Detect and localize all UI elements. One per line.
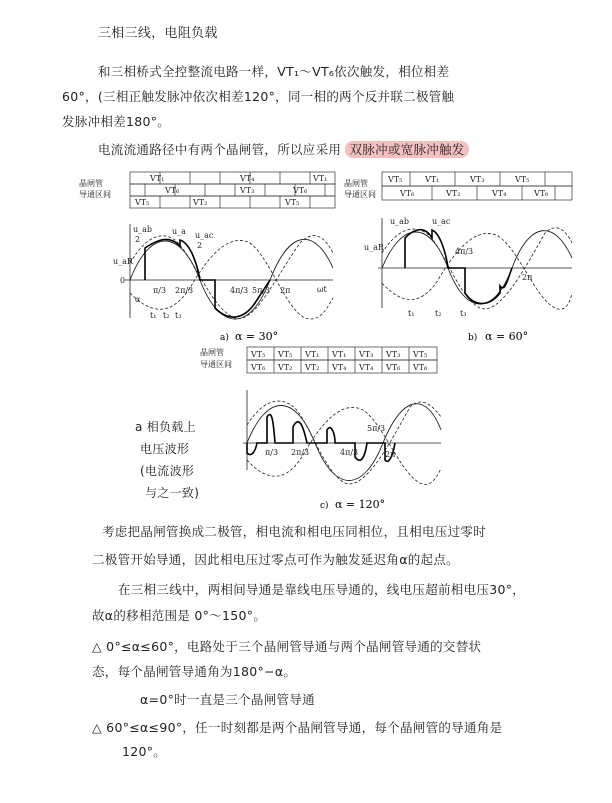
- diagram-c-tick-1: 2π/3: [291, 448, 310, 457]
- diagram-c-vt-r1-5: VT₃: [386, 350, 401, 359]
- diagram-c-uac-wave: [247, 407, 441, 484]
- diagram-c-vt-r1-2: VT₁: [305, 350, 320, 359]
- current-path-line: [98, 140, 469, 158]
- diagram-c-vt-r1-4: VT₃: [359, 350, 374, 359]
- body-line-5: △ 0°≤α≤60°，电路处于三个晶闸管导通与两个晶闸管导通的交替状: [92, 639, 482, 654]
- diagram-a-tick-2: 4π/3: [230, 286, 249, 295]
- diagram-c-vt-r2-0: VT₆: [251, 363, 266, 372]
- diagram-b-tick-1: 2π: [522, 273, 533, 282]
- diagram-a-uar-label: u_aR: [113, 257, 133, 266]
- diagram-a-uac-den: 2: [197, 241, 203, 250]
- diagram-a-uab-den: 2: [135, 235, 141, 244]
- diagram-c-tick-2: 4π/3: [340, 448, 359, 457]
- diagram-a-uac-label: u_ac: [195, 231, 214, 240]
- current-path-highlight: 双脉冲或宽脉冲触发: [345, 141, 468, 158]
- diagram-b-vt-r2-1: VT₂: [446, 189, 461, 198]
- side-note-line-2: 电压波形: [140, 442, 190, 456]
- diagram-b-row-label-1: 晶闸管: [344, 179, 368, 188]
- current-path-prefix: 电流流通路径中有两个晶闸管，所以应采用: [98, 142, 342, 157]
- diagram-b: [340, 168, 575, 348]
- diagram-a-vt-r1-1: VT₄: [240, 174, 255, 183]
- diagram-a-vt-r1-0: VT₁: [150, 174, 165, 183]
- diagram-a-output-wave: [145, 239, 270, 317]
- diagram-b-vt-r1-0: VT₅: [388, 175, 403, 184]
- diagram-a-vt-r2-1: VT₃: [240, 186, 255, 195]
- diagram-a-t3: t₃: [175, 311, 182, 320]
- diagram-c-vt-r2-4: VT₄: [359, 363, 374, 372]
- diagram-a-vt-r3-2: VT₅: [285, 198, 300, 207]
- page-title: 三相三线，电阻负载: [98, 26, 218, 41]
- diagram-b-t2: t₂: [435, 309, 442, 318]
- diagram-b-ua-wave: [382, 231, 572, 304]
- diagram-b-vt-r1-2: VT₃: [470, 175, 485, 184]
- side-note-line-3: (电流波形: [140, 464, 195, 478]
- body-line-2: 二极管开始导通，因此相电压过零点可作为触发延迟角α的起点。: [92, 552, 459, 567]
- diagram-c-vt-r2-2: VT₂: [305, 363, 320, 372]
- diagram-b-row-label-2: 导通区间: [344, 190, 376, 199]
- diagram-c-row-label-1: 晶闸管: [200, 348, 224, 357]
- diagram-a-ua-wave: [130, 239, 333, 319]
- diagram-c-tick-3: 5π/3: [367, 424, 386, 433]
- diagram-c-caption-letter: c): [320, 501, 329, 511]
- diagram-c-row-label-2: 导通区间: [200, 360, 232, 369]
- diagram-a-tick-0: π/3: [153, 286, 167, 295]
- diagram-b-vt-r1-1: VT₁: [425, 175, 440, 184]
- diagram-b-vt-r2-3: VT₆: [534, 189, 549, 198]
- diagram-a-omega-t: ωt: [317, 285, 327, 294]
- diagram-a-row-label-1: 晶闸管: [79, 179, 103, 188]
- diagram-a-caption: α = 30°: [235, 330, 279, 343]
- diagram-c: [195, 345, 445, 515]
- body-line-9: 120°。: [122, 744, 167, 759]
- intro-line-1: 和三相桥式全控整流电路一样，VT₁～VT₆依次触发，相位相差: [98, 64, 450, 79]
- diagram-a-t2: t₂: [163, 311, 170, 320]
- diagram-b-caption: α = 60°: [485, 330, 529, 343]
- body-line-6: 态，每个晶闸管导通角为180°−α。: [92, 664, 297, 679]
- body-line-1: 考虑把晶闸管换成二极管，相电流和相电压同相位，且相电压过零时: [102, 524, 487, 539]
- diagram-b-t1: t₁: [408, 309, 415, 318]
- diagram-a-vt-r3-1: VT₂: [193, 198, 208, 207]
- diagram-a-vt-r2-2: VT₆: [293, 186, 308, 195]
- diagram-b-vt-r2-0: VT₆: [400, 189, 415, 198]
- diagram-c-vt-r2-5: VT₆: [386, 363, 401, 372]
- diagram-b-tick-0: 4π/3: [455, 247, 474, 256]
- diagram-b-uab-label: u_ab: [390, 217, 410, 226]
- diagram-b-vt-r2-2: VT₄: [492, 189, 507, 198]
- diagram-a-vt-r2-0: VT₆: [165, 186, 180, 195]
- diagram-a: [75, 168, 340, 348]
- diagram-c-vt-r1-6: VT₅: [413, 350, 428, 359]
- diagram-b-uac-label: u_ac: [432, 217, 451, 226]
- body-line-3: 在三相三线中，两相间导通是靠线电压导通的，线电压超前相电压30°，: [118, 582, 526, 597]
- intro-line-2: 60°，(三相正触发脉冲依次相差120°，同一相的两个反并联二极管触: [62, 89, 455, 104]
- diagram-a-tick-1: 2π/3: [175, 286, 194, 295]
- diagram-c-ua-wave: [247, 404, 441, 481]
- body-line-4: 故α的移相范围是 0°～150°。: [92, 608, 267, 623]
- diagram-a-row-label-2: 导通区间: [79, 190, 111, 199]
- diagram-a-ua-label: u_a: [172, 227, 186, 236]
- diagram-c-vt-r2-6: VT₆: [413, 363, 428, 372]
- diagram-a-uab-label: u_ab: [133, 225, 153, 234]
- diagram-a-uab-wave: [130, 236, 333, 319]
- diagram-a-vt-r1-2: VT₁: [313, 174, 328, 183]
- diagram-c-vt-r1-0: VT₅: [251, 350, 266, 359]
- diagram-c-vt-r2-1: VT₂: [278, 363, 293, 372]
- diagram-a-vt-r3-0: VT₅: [135, 198, 150, 207]
- diagram-c-vt-r2-3: VT₄: [332, 363, 347, 372]
- diagram-b-t3: t₃: [460, 309, 467, 318]
- diagram-a-t1: t₁: [150, 311, 157, 320]
- diagram-c-tick-4: 2π: [385, 450, 396, 459]
- diagram-b-uar-label: u_aR: [364, 243, 384, 252]
- diagram-c-caption: α = 120°: [335, 498, 386, 511]
- diagram-b-vt-r1-3: VT₅: [515, 175, 530, 184]
- side-note-line-4: 与之一致): [145, 486, 200, 500]
- diagram-c-vt-r1-3: VT₁: [332, 350, 347, 359]
- side-note-line-1: a 相负载上: [135, 420, 196, 434]
- body-line-7: α=0°时一直是三个晶闸管导通: [140, 692, 315, 707]
- intro-line-3: 发脉冲相差180°。: [62, 114, 171, 129]
- body-line-8: △ 60°≤α≤90°，任一时刻都是两个晶闸管导通，每个晶闸管的导通角是: [92, 720, 503, 735]
- diagram-c-tick-0: π/3: [265, 448, 279, 457]
- diagram-b-output-wave: [405, 230, 512, 304]
- diagram-a-tick-4: 2π: [280, 286, 291, 295]
- diagram-a-zero: 0: [120, 276, 126, 285]
- diagram-a-alpha: α: [135, 295, 141, 304]
- diagram-b-caption-letter: b): [468, 333, 478, 343]
- diagram-b-uac-wave: [382, 233, 572, 309]
- diagram-a-tick-3: 5π/3: [252, 286, 271, 295]
- diagram-c-vt-r1-1: VT₅: [278, 350, 293, 359]
- diagram-a-caption-letter: a): [220, 333, 229, 343]
